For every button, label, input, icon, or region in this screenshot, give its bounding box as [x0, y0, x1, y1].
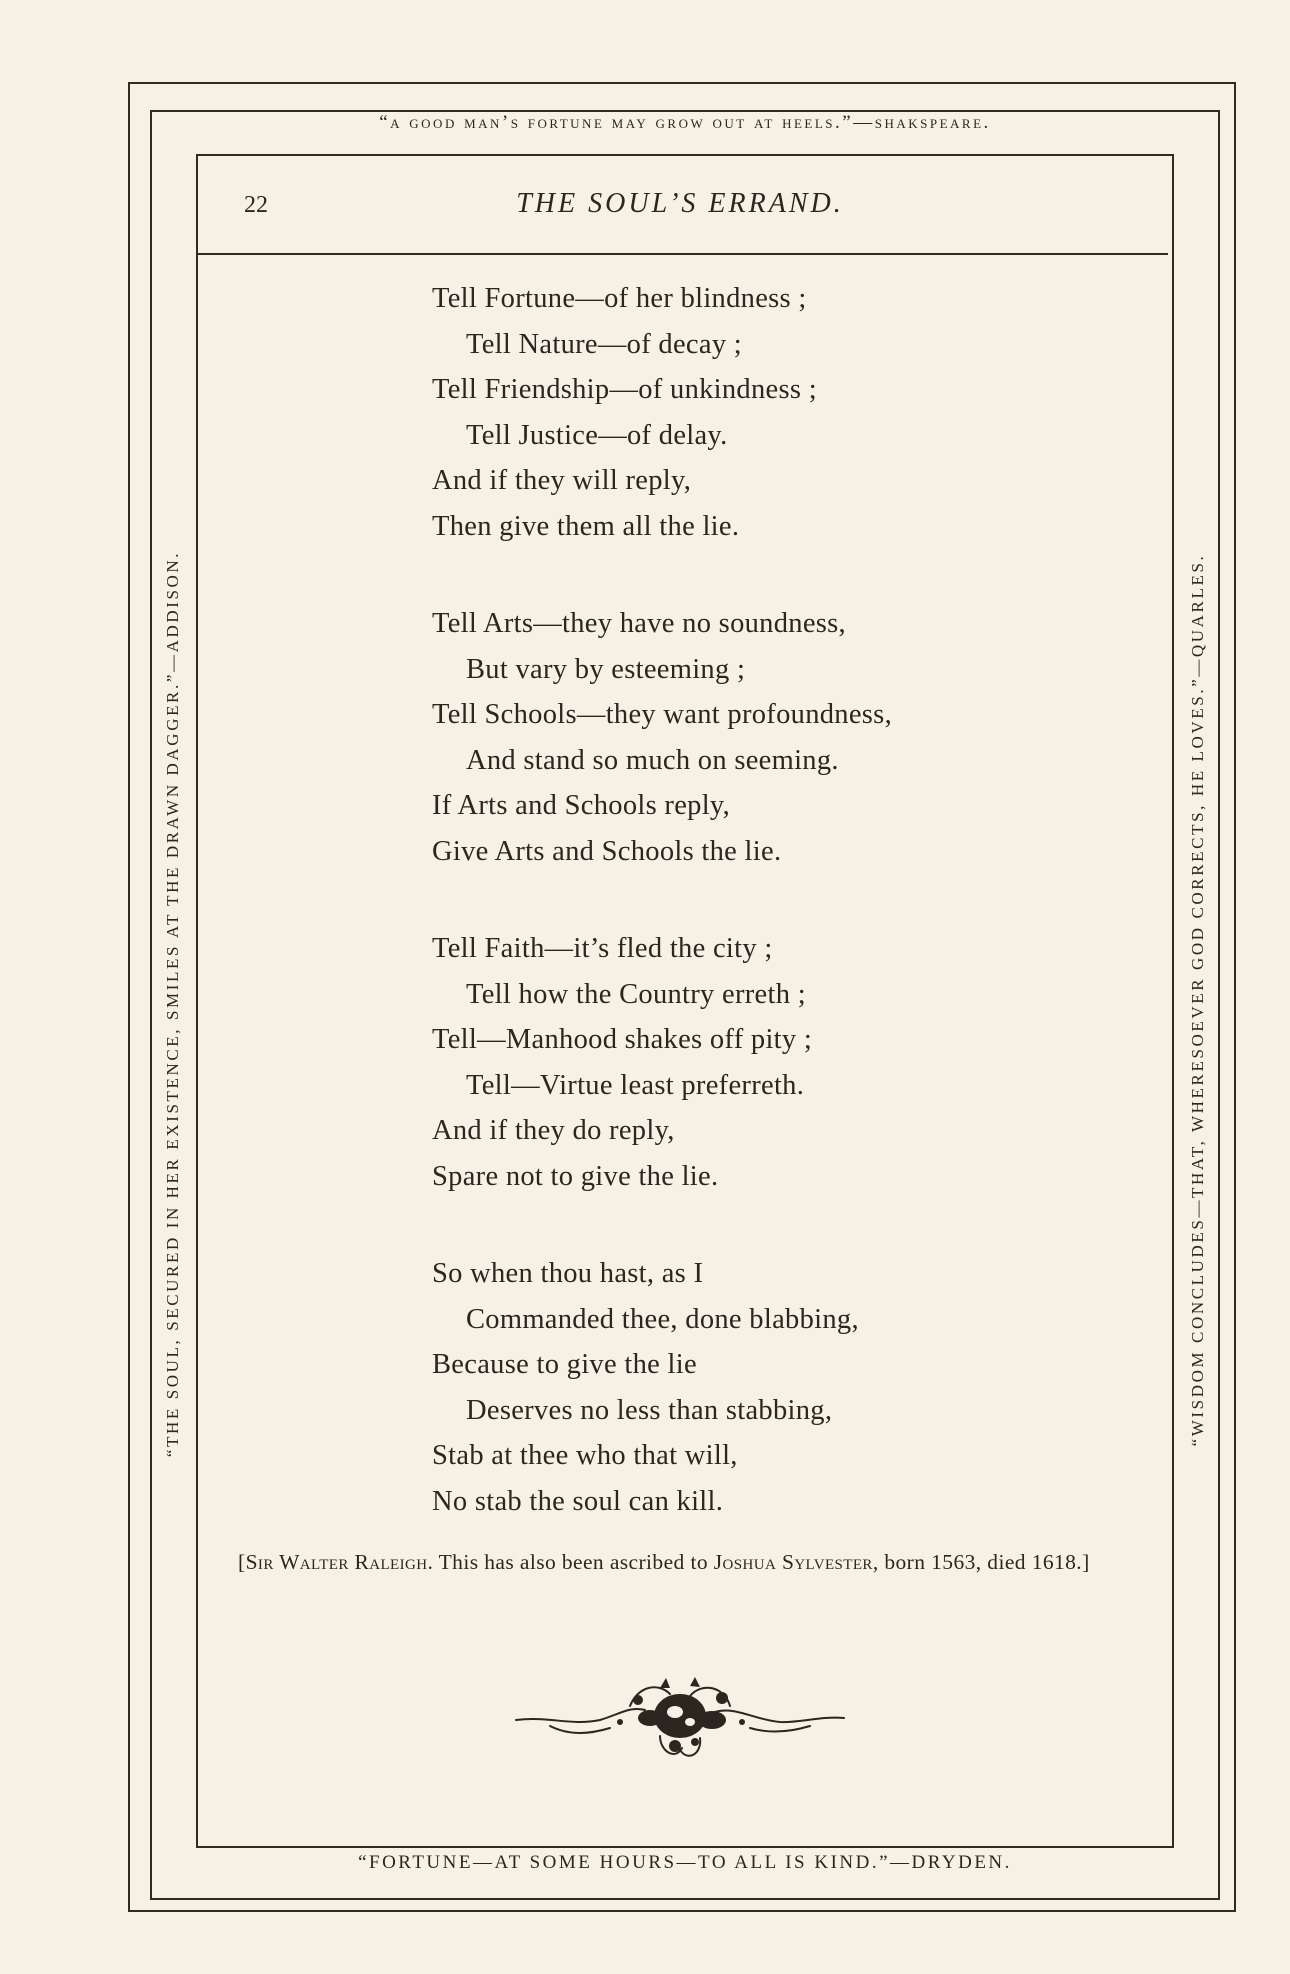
poem-line: Tell Fortune—of her blindness ;	[432, 283, 807, 314]
poem-line: If Arts and Schools reply,	[432, 790, 731, 821]
note-middle: . This has also been ascribed to	[427, 1550, 714, 1574]
poem-line: Give Arts and Schools the lie.	[432, 835, 782, 867]
poem-line: Tell Justice—of delay.	[466, 419, 728, 451]
poem-line: Tell Schools—they want profoundness,	[432, 699, 892, 730]
poem	[432, 276, 1132, 1576]
top-rule	[128, 82, 1236, 84]
bottom-border-quote: “FORTUNE—AT SOME HOURS—TO ALL IS KIND.”—DRYDEN.	[358, 1852, 1012, 1873]
poem-line: And stand so much on seeming.	[466, 744, 839, 776]
poem-line: Tell—Manhood shakes off pity ;	[432, 1024, 813, 1055]
floral-ornament-icon	[510, 1676, 850, 1766]
poem-line: Tell Faith—it’s fled the city ;	[432, 933, 773, 964]
note-bracket: [	[238, 1550, 246, 1574]
stanza-3	[432, 926, 1132, 1199]
poem-line: Tell how the Country erreth ;	[466, 978, 806, 1010]
header-rule	[196, 253, 1168, 255]
poem-line: Tell Friendship—of unkindness ;	[432, 374, 817, 405]
left-border-quote: “THE SOUL, SECURED IN HER EXISTENCE, SMILES AT THE DRAWN DAGGER.”—ADDISON.	[163, 550, 182, 1458]
page-number: 22	[244, 192, 268, 218]
poem-line: And if they will reply,	[432, 465, 692, 496]
left-rule	[128, 82, 130, 1912]
right-rule	[1234, 82, 1236, 1912]
poem-line: Stab at thee who that will,	[432, 1440, 738, 1471]
poem-line: Tell Arts—they have no soundness,	[432, 608, 846, 639]
note-author: Sir Walter Raleigh	[245, 1550, 428, 1574]
poem-line: Spare not to give the lie.	[432, 1160, 719, 1192]
right-border-quote: “WISDOM CONCLUDES—THAT, WHERESOEVER GOD CORRECTS, HE LOVES.”—QUARLES.	[1188, 553, 1207, 1447]
poem-line: Because to give the lie	[432, 1349, 697, 1380]
poem-line: Commanded thee, done blabbing,	[466, 1303, 859, 1335]
poem-line: No stab the soul can kill.	[432, 1485, 724, 1517]
stanza-1	[432, 276, 1132, 549]
poem-line: Deserves no less than stabbing,	[466, 1394, 833, 1426]
stanza-4	[432, 1251, 1132, 1524]
note-dates: , born 1563, died 1618.]	[872, 1550, 1090, 1574]
attribution-note	[238, 1546, 1146, 1578]
poem-line: Tell—Virtue least preferreth.	[466, 1069, 805, 1101]
page-title: THE SOUL’S ERRAND.	[516, 188, 844, 219]
top-border-quote: “a good man’s fortune may grow out at heels.”—shakspeare.	[379, 112, 991, 133]
poem-line: And if they do reply,	[432, 1115, 675, 1146]
bottom-rule	[128, 1910, 1236, 1912]
poem-line: So when thou hast, as I	[432, 1258, 704, 1289]
poem-line: Tell Nature—of decay ;	[466, 328, 743, 360]
poem-line: But vary by esteeming ;	[466, 653, 746, 685]
note-alt-author: Joshua Sylvester	[713, 1550, 873, 1574]
stanza-2	[432, 601, 1132, 874]
poem-line: Then give them all the lie.	[432, 510, 740, 542]
